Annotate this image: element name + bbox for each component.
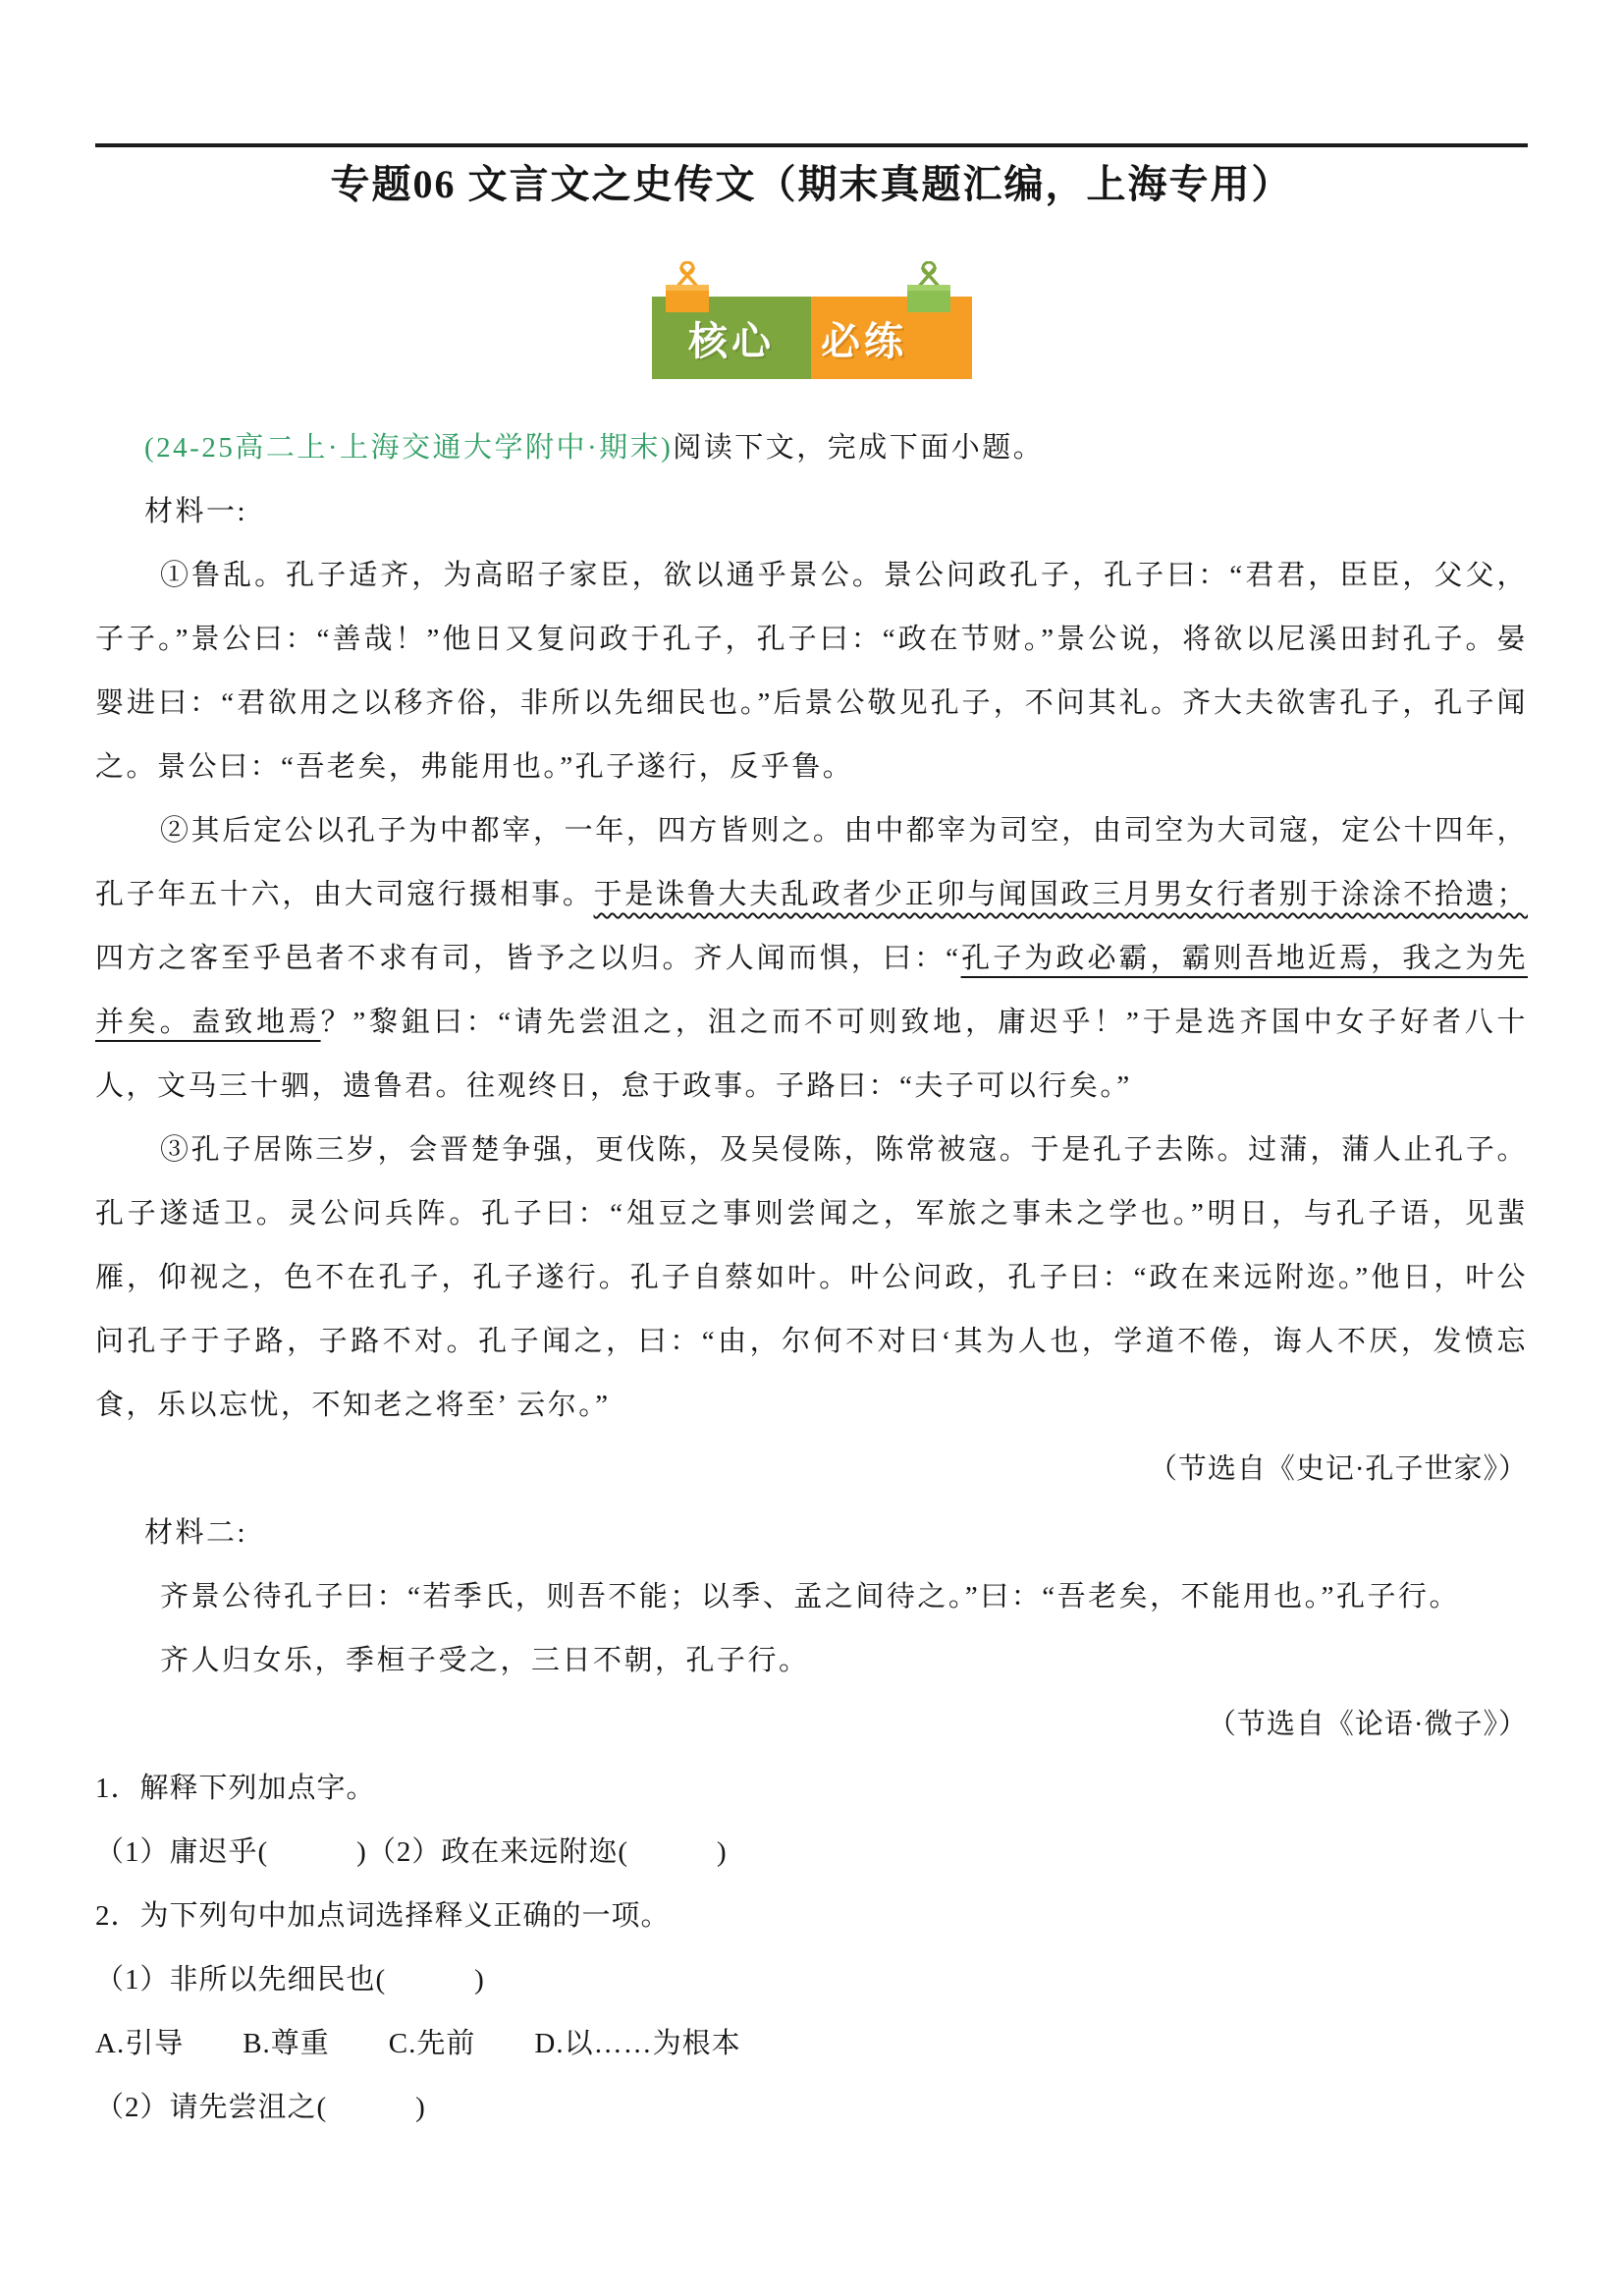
question-1-items: （1）庸迟乎( )（2）政在来远附迩( ) <box>95 1836 728 1868</box>
para2-underlined-text: 孔子为政必霸，霸则吾地近焉，我之为先并矣。盍致地焉 <box>95 943 1528 1038</box>
binder-clip-green-icon <box>905 261 952 312</box>
material2-line-1: 齐景公待孔子曰：“若季氏，则吾不能；以季、孟之间待之。”曰：“吾老矣，不能用也。”孔子行。 <box>160 1581 1460 1613</box>
material1-paragraph-2 <box>95 799 1528 1119</box>
binder-clip-orange-icon <box>664 261 711 312</box>
document-body <box>95 416 1528 2140</box>
question-2-item-1: （1）非所以先细民也( ) <box>95 1964 485 1995</box>
question-2-options-1: A.引导 B.尊重 C.先前 D.以……为根本 <box>95 2028 741 2059</box>
core-practice-banner <box>652 297 972 379</box>
intro-line <box>95 416 1528 480</box>
para2-wavy-underlined-text: 于是诛鲁大夫乱政者少正卯与闻国政三月男女行者别于涂涂不拾遗； <box>593 879 1528 910</box>
question-2-item-2: （2）请先尝沮之( ) <box>95 2092 426 2123</box>
question-1-stem: 1．解释下列加点字。 <box>95 1773 376 1804</box>
question-2-stem: 2．为下列句中加点词选择释义正确的一项。 <box>95 1900 671 1932</box>
material1-attribution: （节选自《史记·孔子世家》） <box>1148 1453 1528 1485</box>
intro-instruction: 阅读下文，完成下面小题。 <box>673 432 1045 464</box>
banner-label-core: 核心 <box>652 297 811 379</box>
page-title: 专题06 文言文之史传文（期末真题汇编，上海专用） <box>330 162 1293 206</box>
material2-attribution: （节选自《论语·微子》） <box>1207 1709 1528 1740</box>
material1-paragraph-1: ①鲁乱。孔子适齐，为高昭子家臣，欲以通乎景公。景公问政孔子，孔子曰：“君君，臣臣，父父，子子。”景公曰：“善哉！”他日又复问政于孔子，孔子曰：“政在节财。”景公说，将欲以尼溪田封孔子。晏婴进曰：“君欲用之以移齐俗，非所以先细民也。”后景公敬见孔子，不问其礼。齐大夫欲害孔子，孔子闻之。景公曰：“吾老矣，弗能用也。”孔子遂行，反乎鲁。 <box>95 560 1528 783</box>
para2-mid: 四方之客至乎邑者不求有司，皆予之以归。齐人闻而惧，曰：“ <box>95 943 961 974</box>
para2-post: ？”黎鉏曰：“请先尝沮之，沮之而不可则致地，庸迟乎！”于是选齐国中女子好者八十人，文马三十驷，遗鲁君。往观终日，怠于政事。子路曰：“夫子可以行矣。” <box>95 1007 1528 1102</box>
material1-paragraph-3: ③孔子居陈三岁，会晋楚争强，更伐陈，及吴侵陈，陈常被寇。于是孔子去陈。过蒲，蒲人止孔子。孔子遂适卫。灵公问兵阵。孔子曰：“俎豆之事则尝闻之，军旅之事未之学也。”明日，与孔子语，见蜚雁，仰视之，色不在孔子，孔子遂行。孔子自蔡如叶。叶公问政，孔子曰：“政在来远附迩。”他日，叶公问孔子于子路，子路不对。孔子闻之，曰：“由，尔何不对曰‘其为人也，学道不倦，诲人不厌，发愤忘食，乐以忘忧，不知老之将至’ 云尔。” <box>95 1134 1528 1421</box>
para2-pre: ②其后定公以孔子为中都宰，一年，四方皆则之。由中都宰为司空，由司空为大司寇，定公十四年，孔子年五十六，由大司寇行摄相事。 <box>95 815 1528 910</box>
header-rule <box>95 143 1528 147</box>
material2-heading: 材料二: <box>144 1517 248 1549</box>
material1-heading: 材料一: <box>144 496 248 527</box>
material2-line-2: 齐人归女乐，季桓子受之，三日不朝，孔子行。 <box>160 1645 810 1676</box>
exam-source-tag: (24-25高二上·上海交通大学附中·期末) <box>144 432 674 464</box>
banner-label-practice: 必练 <box>811 297 972 379</box>
